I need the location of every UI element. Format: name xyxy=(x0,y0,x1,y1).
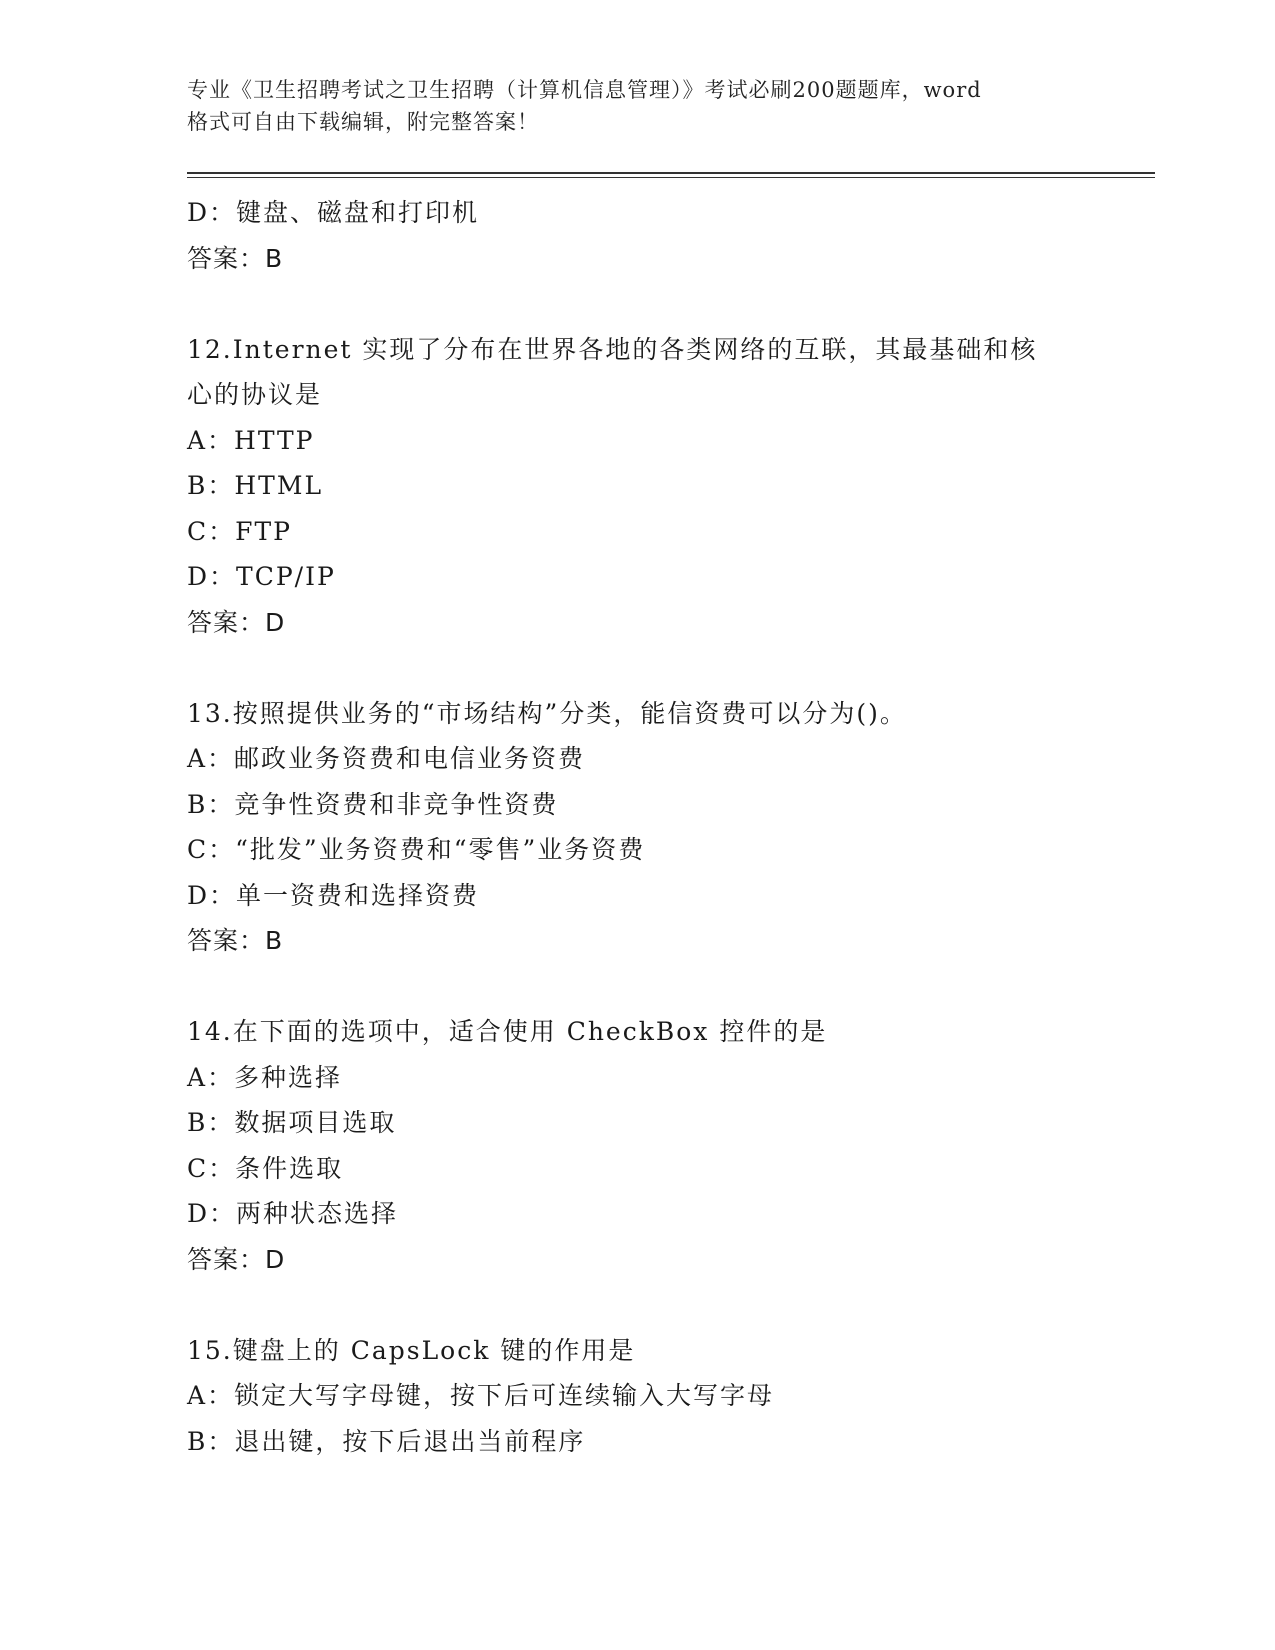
question-12 xyxy=(187,327,1147,646)
question-13 xyxy=(187,691,1147,964)
answer-line: 答案：B xyxy=(187,243,284,273)
option-b: B：HTML xyxy=(187,471,324,500)
option-b: B：退出键，按下后退出当前程序 xyxy=(187,1426,586,1456)
option-a: A：邮政业务资费和电信业务资费 xyxy=(187,744,586,773)
option-d: D：键盘、磁盘和打印机 xyxy=(187,198,480,227)
header-line-1: 专业《卫生招聘考试之卫生招聘（计算机信息管理）》考试必刷200题题库，word xyxy=(187,78,982,102)
answer-line: 答案：D xyxy=(187,607,286,637)
question-stem: 12.Internet 实现了分布在世界各地的各类网络的互联，其最基础和核 xyxy=(187,334,1038,364)
option-a: A：多种选择 xyxy=(187,1062,343,1092)
header-rule-top xyxy=(187,172,1155,174)
option-d: D：单一资费和选择资费 xyxy=(187,880,480,910)
option-b: B：数据项目选取 xyxy=(187,1108,397,1137)
question-content xyxy=(187,190,1147,1464)
option-d: D：TCP/IP xyxy=(187,562,336,591)
header-line-2: 格式可自由下载编辑，附完整答案！ xyxy=(187,110,539,134)
spacer xyxy=(187,645,1147,691)
option-c: C：“批发”业务资费和“零售”业务资费 xyxy=(187,835,646,864)
answer-line: 答案：D xyxy=(187,1244,286,1274)
answer-line: 答案：B xyxy=(187,926,284,955)
option-c: C：FTP xyxy=(187,516,292,546)
option-d: D：两种状态选择 xyxy=(187,1199,399,1228)
question-stem: 14.在下面的选项中，适合使用 CheckBox 控件的是 xyxy=(187,1017,828,1046)
option-b: B：竞争性资费和非竞争性资费 xyxy=(187,789,559,819)
option-c: C：条件选取 xyxy=(187,1153,344,1183)
question-15 xyxy=(187,1328,1147,1465)
option-a: A：锁定大写字母键，按下后可连续输入大写字母 xyxy=(187,1381,775,1410)
question-stem: 13.按照提供业务的“市场结构”分类，能信资费可以分为()。 xyxy=(187,698,907,728)
header-rule-bottom xyxy=(187,177,1155,178)
spacer xyxy=(187,1282,1147,1328)
spacer xyxy=(187,281,1147,327)
option-a: A：HTTP xyxy=(187,425,315,455)
question-stem: 15.键盘上的 CapsLock 键的作用是 xyxy=(187,1335,636,1365)
question-stem-continued: 心的协议是 xyxy=(187,380,323,409)
question-14 xyxy=(187,1009,1147,1282)
spacer xyxy=(187,964,1147,1010)
document-header xyxy=(187,74,1107,138)
